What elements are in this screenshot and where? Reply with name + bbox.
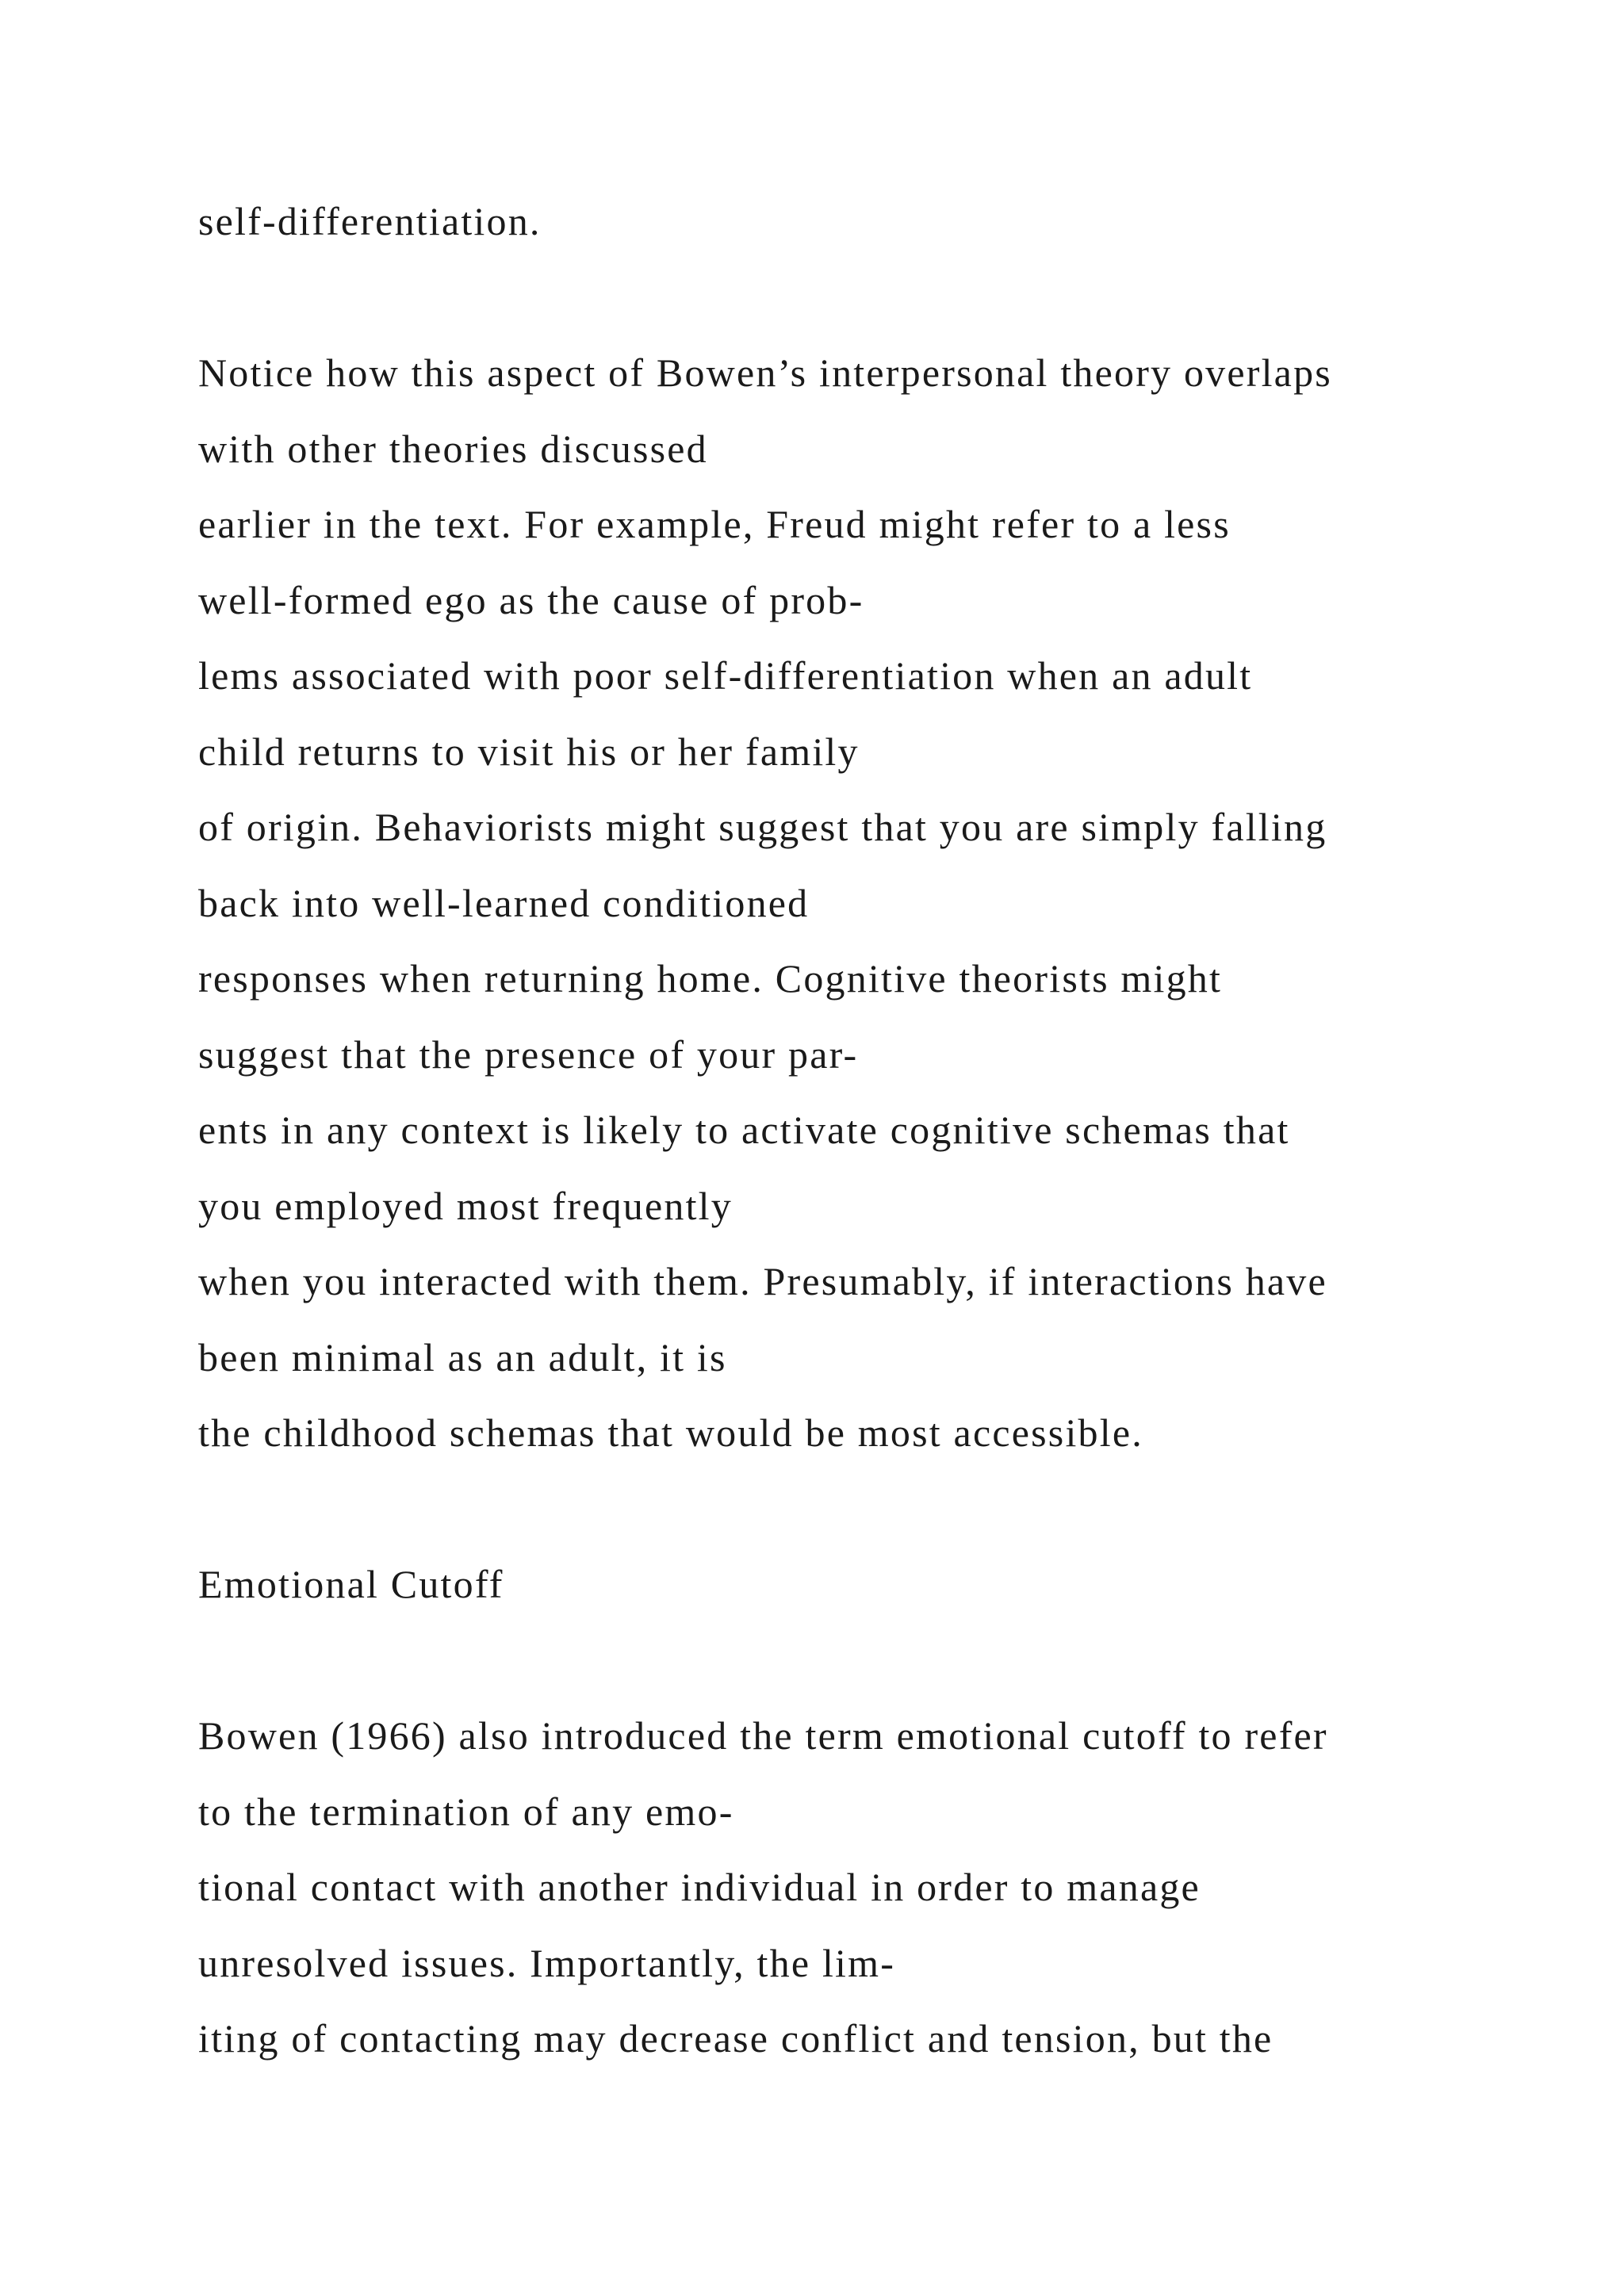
text-line: when you interacted with them. Presumably, if interactions have (198, 1259, 1327, 1303)
text-line: of origin. Behaviorists might suggest that you are simply falling (198, 805, 1327, 849)
text-line: back into well-learned conditioned (198, 880, 810, 925)
text-line: child returns to visit his or her family (198, 729, 860, 774)
text-line: ents in any context is likely to activate cognitive schemas that (198, 1108, 1290, 1152)
text-line: iting of contacting may decrease conflict and tension, but the (198, 2016, 1274, 2061)
text-line: to the termination of any emo- (198, 1789, 734, 1834)
blank-line (198, 1623, 1562, 1699)
text-line: Notice how this aspect of Bowen’s interpersonal theory overlaps (198, 350, 1332, 395)
text-line: Bowen (1966) also introduced the term emotional cutoff to refer (198, 1713, 1328, 1758)
text-line: tional contact with another individual in order to manage (198, 1865, 1201, 1909)
text-line: unresolved issues. Importantly, the lim- (198, 1940, 896, 1985)
text-line: with other theories discussed (198, 426, 708, 471)
document-body (198, 184, 1562, 2077)
text-line: well-formed ego as the cause of prob- (198, 577, 864, 622)
text-line: you employed most frequently (198, 1183, 733, 1228)
text-line: self-differentiation. (198, 199, 542, 243)
section-heading: Emotional Cutoff (198, 1562, 504, 1606)
text-line: suggest that the presence of your par- (198, 1031, 859, 1077)
text-line: responses when returning home. Cognitive theorists might (198, 956, 1223, 1001)
text-line: lems associated with poor self-differentiation when an adult (198, 653, 1253, 698)
blank-line (198, 1471, 1562, 1548)
text-line: the childhood schemas that would be most accessible. (198, 1410, 1143, 1455)
text-line: earlier in the text. For example, Freud might refer to a less (198, 502, 1231, 546)
blank-line (198, 260, 1562, 336)
text-line: been minimal as an adult, it is (198, 1334, 727, 1380)
